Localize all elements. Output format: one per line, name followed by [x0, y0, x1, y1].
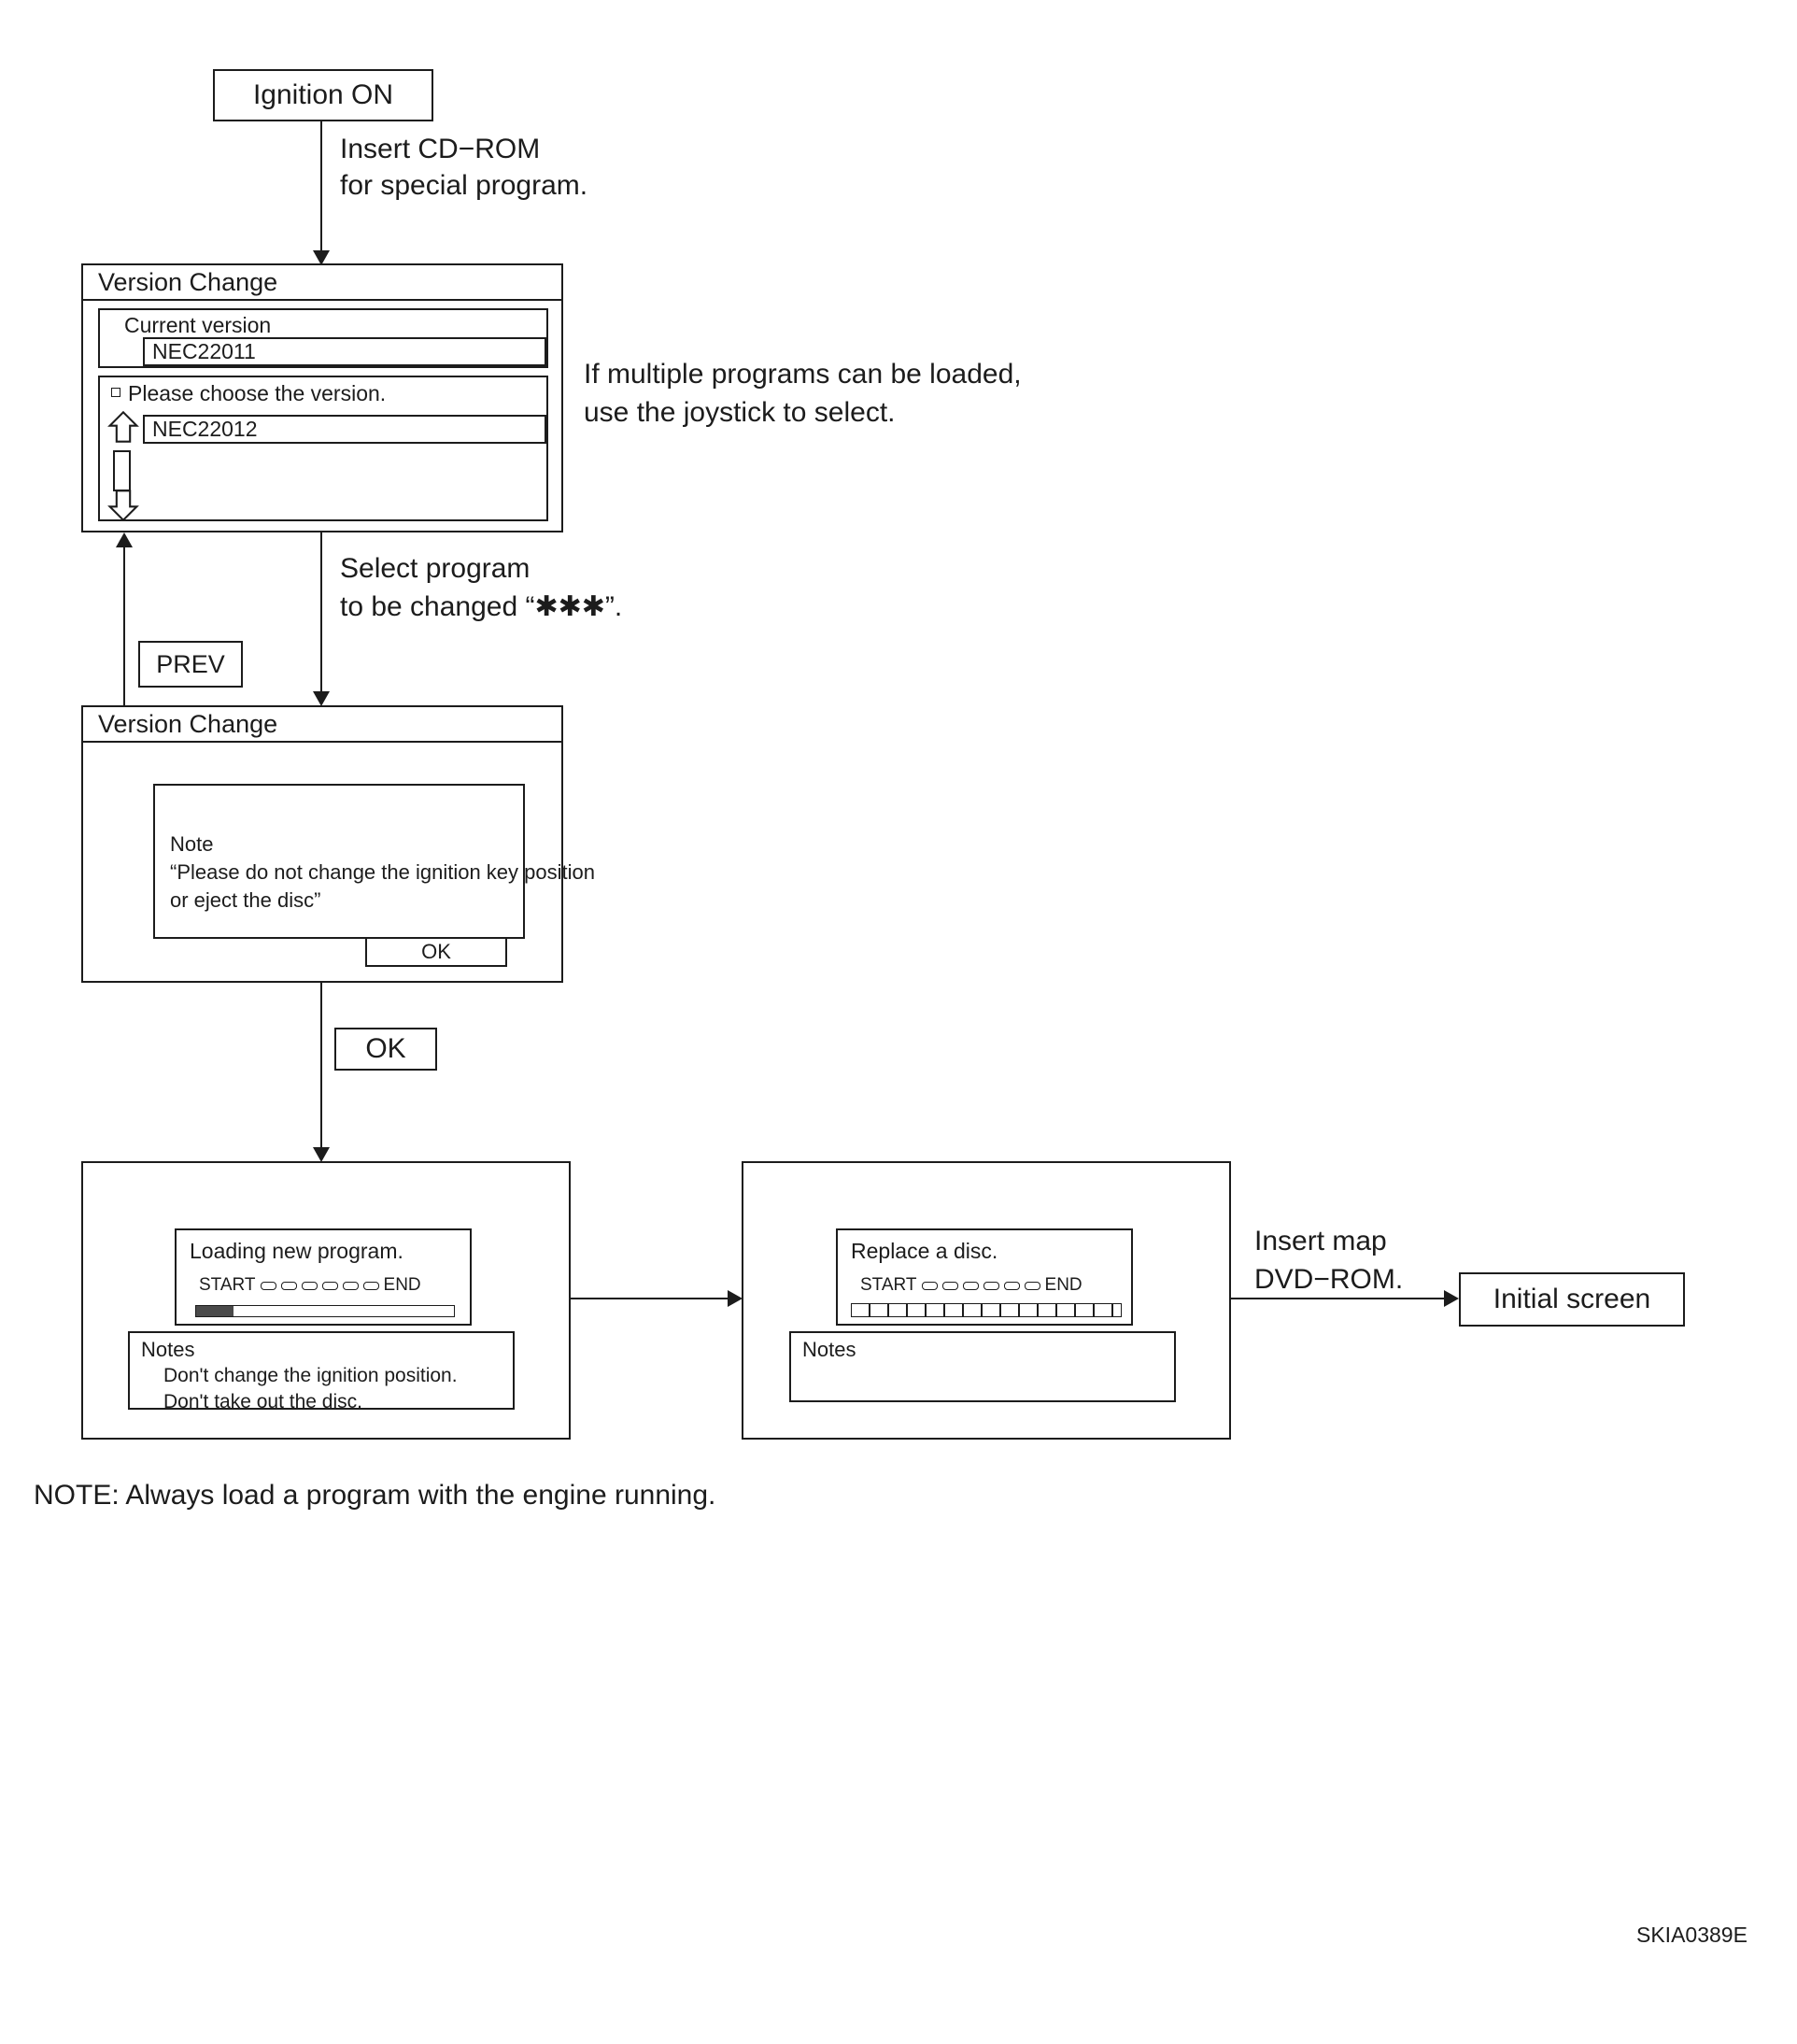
connector-loading-to-replace — [571, 1298, 729, 1299]
prev-box — [138, 641, 243, 688]
arrowhead-right-icon — [728, 1290, 743, 1307]
start-label: START — [199, 1275, 256, 1295]
joystick-note-line1: If multiple programs can be loaded, — [584, 359, 1022, 390]
progress-segment-icon — [1004, 1282, 1020, 1290]
progress-fill — [196, 1306, 233, 1316]
loading-title: Loading new program. — [190, 1239, 403, 1263]
insert-dvd-line1: Insert map — [1254, 1226, 1387, 1256]
progress-segment-icon — [963, 1282, 979, 1290]
progress-segment-icon — [1025, 1282, 1040, 1290]
progress-segment-icon — [281, 1282, 297, 1290]
joystick-note-line2: use the joystick to select. — [584, 397, 896, 428]
progress-segment-icon — [942, 1282, 958, 1290]
screen-ok-label: OK — [421, 940, 451, 963]
ignition-on-box — [213, 69, 433, 121]
prev-label: PREV — [156, 649, 225, 678]
loading-panel — [175, 1228, 472, 1326]
progress-segment-icon — [363, 1282, 379, 1290]
progress-segment-icon — [261, 1282, 276, 1290]
square-bullet-icon — [111, 388, 120, 397]
engine-running-note: NOTE: Always load a program with the engine running. — [34, 1480, 716, 1511]
loading-notes-panel — [128, 1331, 515, 1410]
end-label: END — [1044, 1275, 1082, 1295]
scroll-down-icon — [107, 490, 139, 521]
insert-cdrom-label — [340, 131, 587, 204]
current-version-field: NEC22011 — [143, 337, 546, 366]
connector-prev-return — [123, 546, 125, 705]
replace-progress-bar — [851, 1303, 1122, 1317]
choose-version-label: Please choose the version. — [128, 381, 387, 405]
notes-text — [163, 1363, 458, 1415]
replace-progress-row — [860, 1275, 1082, 1296]
choose-version-panel — [98, 376, 548, 521]
connector-screen1-to-screen2 — [320, 532, 322, 693]
insert-dvd-label — [1254, 1222, 1403, 1299]
arrowhead-up-icon — [116, 532, 133, 547]
note-line3: or eject the disc” — [170, 888, 321, 912]
select-program-line1: Select program — [340, 553, 531, 584]
screen1-title: Version Change — [83, 265, 561, 301]
scrollbar-track — [113, 450, 131, 491]
note-panel — [153, 784, 595, 939]
current-version-panel — [98, 308, 548, 368]
replace-notes-panel — [789, 1331, 1176, 1402]
loading-progress-bar — [195, 1305, 455, 1317]
progress-segment-icon — [322, 1282, 338, 1290]
notes-line1: Don't change the ignition position. — [163, 1365, 458, 1386]
insert-cdrom-line1: Insert CD−ROM — [340, 134, 541, 164]
ok-box — [334, 1028, 437, 1071]
progress-segment-icon — [302, 1282, 318, 1290]
notes-line2: Don't take out the disc. — [163, 1391, 362, 1412]
insert-dvd-line2: DVD−ROM. — [1254, 1264, 1404, 1295]
joystick-note-label — [584, 355, 1022, 432]
replace-disc-screen — [742, 1161, 1231, 1440]
progress-segment-icon — [983, 1282, 999, 1290]
scroll-up-icon — [107, 411, 139, 443]
insert-cdrom-line2: for special program. — [340, 170, 588, 201]
select-program-label — [340, 549, 622, 626]
current-version-label: Current version — [124, 313, 272, 337]
loading-progress-row — [199, 1275, 421, 1296]
connector-ignition-to-screen1 — [320, 121, 322, 252]
notes-title: Notes — [802, 1338, 856, 1361]
version-change-screen-1 — [81, 263, 563, 532]
progress-segment-icon — [922, 1282, 938, 1290]
screen2-title: Version Change — [83, 707, 561, 743]
start-label: START — [860, 1275, 917, 1295]
ignition-on-label: Ignition ON — [252, 79, 394, 110]
connector-screen2-to-loading — [320, 983, 322, 1147]
note-line1: Note — [170, 832, 214, 856]
choose-version-field: NEC22012 — [143, 415, 546, 444]
replace-panel — [836, 1228, 1133, 1326]
progress-segment-icon — [343, 1282, 359, 1290]
figure-id: SKIA0389E — [1636, 1923, 1747, 1947]
notes-title: Notes — [141, 1338, 195, 1361]
select-program-line2: to be changed “✱✱✱”. — [340, 591, 623, 622]
arrowhead-right-icon — [1444, 1290, 1459, 1307]
initial-screen-label: Initial screen — [1493, 1284, 1651, 1314]
initial-screen-box — [1459, 1272, 1685, 1327]
arrowhead-down-icon — [313, 691, 330, 706]
note-line2: “Please do not change the ignition key position — [170, 860, 595, 884]
version-change-screen-2 — [81, 705, 595, 983]
screen-ok-button — [365, 937, 507, 967]
replace-title: Replace a disc. — [851, 1239, 998, 1263]
note-text — [170, 830, 595, 915]
end-label: END — [383, 1275, 421, 1295]
loading-screen — [81, 1161, 571, 1440]
ok-label: OK — [365, 1033, 406, 1064]
arrowhead-down-icon — [313, 1147, 330, 1162]
